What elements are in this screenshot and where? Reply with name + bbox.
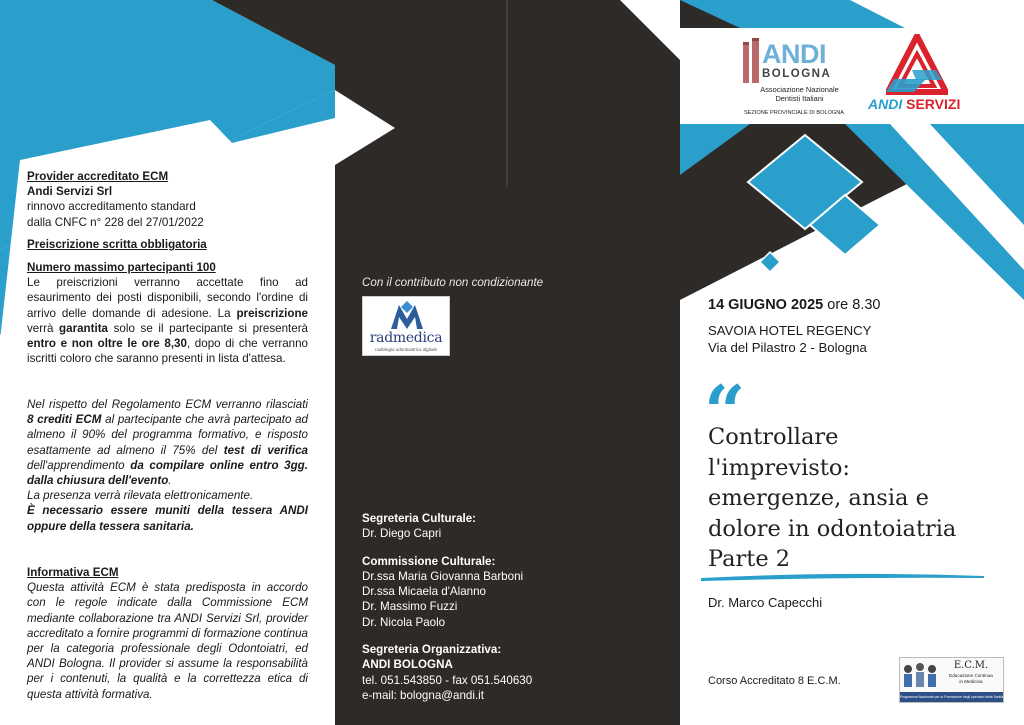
title-line: emergenze, ansia e: [708, 485, 929, 511]
provider-line1: rinnovo accreditamento standard: [27, 200, 196, 214]
right-panel: [680, 0, 1024, 725]
title-line: dolore in odontoiatria: [708, 515, 957, 542]
two-towers-icon: [740, 38, 762, 83]
org-name: ANDI BOLOGNA: [362, 658, 453, 672]
radmedica-logo-sub: radiologia odontoiatrica digitale: [374, 347, 438, 352]
org-heading: Segreteria Organizzativa:: [362, 643, 502, 657]
title-line: Parte 2: [708, 546, 791, 572]
ecm-figures-icon: [902, 661, 940, 689]
middle-panel: [335, 0, 680, 725]
event-time: ore 8.30: [827, 297, 881, 313]
ecm-bold-1: 8 crediti ECM: [27, 413, 102, 427]
ecm-text-4: .: [168, 474, 172, 488]
sponsor-label: Con il contributo non condizionante: [362, 276, 544, 289]
andi-bologna-logo: [740, 38, 845, 122]
ecm-logo-title: E.C.M.: [953, 660, 989, 671]
ecm-logo-sub1: Educazione Continua: [949, 673, 993, 678]
mid-white-top-right: [620, 0, 680, 60]
reg-text-4: , dopo di che verranno iscritti coloro che saranno presenti in lista d'attesa.: [27, 337, 308, 366]
andi-assoc-line2: Dentisti Italiani: [775, 94, 824, 103]
event-venue-block: [708, 322, 871, 356]
provider-heading: Provider accreditato ECM: [27, 170, 169, 183]
mid-white-left-wedge: [335, 90, 395, 165]
info-ecm-block: [27, 565, 308, 702]
provider-name: Andi Servizi Srl: [27, 185, 113, 199]
ecm-text-3: dell'apprendimento: [27, 458, 131, 472]
commission-member: Dr.ssa Micaela d'Alanno: [362, 585, 487, 599]
logo-header: [680, 28, 1024, 124]
ecm-text-2: al partecipante che avrà partecipato ad almeno il 90% del programma formativo, e risposto esattamente ad almeno il 75% del: [27, 413, 308, 457]
presence-note: La presenza verrà rilevata elettronicamente.: [27, 489, 254, 503]
reg-text-1: Le preiscrizioni verranno accettate fino ad esaurimento dei posti disponibili, secondo l'ordine di arrivo delle domande di adesione. La: [27, 276, 308, 320]
spacer: [362, 542, 662, 554]
radmedica-logo: [362, 296, 450, 356]
andi-logo-text: ANDI: [762, 39, 826, 69]
max-participants-heading: Numero massimo partecipanti 100: [27, 261, 216, 274]
commission-member: Dr. Massimo Fuzzi: [362, 600, 458, 614]
ecm-logo-sub2: in Medicina: [959, 679, 983, 684]
event-venue: SAVOIA HOTEL REGENCY: [708, 323, 872, 338]
servizi-logo-text: [868, 96, 968, 112]
ecm-logo-sub: [940, 673, 1002, 685]
andi-assoc: [752, 85, 847, 103]
andi-city: BOLOGNA: [762, 68, 832, 80]
org-phone: tel. 051.543850 - fax 051.540630: [362, 673, 533, 687]
info-text: Questa attività ECM è stata predisposta in accordo con le regole indicate dalla Commissione ECM mediante collaborazione tra ANDI Servizi Srl, provider accreditato a fornire programmi di formazione continua per la categoria professionale degli Odontoiatri, ed ANDI Bologna. Il provider si assume la responsabilità per i contenuti, la qualità e la correttezza etica di questa attività formativa.: [27, 581, 308, 701]
spacer: [362, 630, 662, 642]
commission-member: Dr.ssa Maria Giovanna Barboni: [362, 569, 524, 583]
provider-block: [27, 169, 308, 230]
reg-text-3: solo se il partecipante si presenterà: [108, 321, 309, 335]
quote-mark-icon: “: [704, 369, 746, 454]
servizi-logo-b: SERVIZI: [906, 96, 961, 112]
commission-heading: Commissione Culturale:: [362, 554, 496, 568]
radmedica-m-icon: [389, 301, 425, 331]
title-line: l'imprevisto:: [708, 454, 851, 481]
title-line: Controllare: [708, 424, 839, 450]
prescription-block: [27, 237, 308, 252]
radmedica-logo-text: radmedica: [369, 330, 443, 346]
servizi-logo-a: ANDI: [868, 96, 903, 112]
card-note: È necessario essere muniti della tessera ANDI oppure della tessera sanitaria.: [27, 504, 308, 533]
course-title: [708, 422, 1018, 575]
title-underline-swoosh: [700, 571, 986, 583]
left-panel: [0, 0, 335, 725]
ecm-text-1: Nel rispetto del Regolamento ECM verranno rilasciati: [27, 398, 308, 411]
andi-assoc-line1: Associazione Nazionale: [760, 85, 839, 94]
reg-bold-1: preiscrizione: [236, 306, 308, 320]
reg-bold-2: garantita: [59, 321, 109, 335]
servizi-triangle-icon: [886, 34, 948, 96]
provider-line2: dalla CNFC n° 228 del 27/01/2022: [27, 215, 204, 229]
reg-bold-3: entro e non oltre le ore 8,30: [27, 337, 187, 351]
secretariat-block: [362, 511, 662, 703]
commission-member: Dr. Nicola Paolo: [362, 615, 446, 629]
event-date: 14 GIUGNO 2025: [708, 297, 824, 313]
ecm-bold-2: test di verifica: [223, 443, 308, 457]
event-datetime: [708, 297, 881, 313]
ecm-bold-3: da compilare online entro 3gg. dalla chiusura dell'evento: [27, 458, 308, 488]
andi-section: SEZIONE PROVINCIALE DI BOLOGNA: [743, 110, 845, 116]
cultural-sec-heading: Segreteria Culturale:: [362, 512, 477, 525]
registration-block: [27, 260, 308, 366]
cultural-sec-name: Dr. Diego Capri: [362, 527, 442, 541]
ecm-logo: [899, 657, 1004, 703]
org-email[interactable]: e-mail: bologna@andi.it: [362, 688, 484, 702]
prescription-heading: Preiscrizione scritta obbligatoria: [27, 238, 207, 251]
info-heading: Informativa ECM: [27, 566, 119, 579]
ecm-credits-block: [27, 397, 308, 534]
event-address: Via del Pilastro 2 - Bologna: [708, 340, 867, 355]
ecm-logo-footer: Programma Nazionale per la Formazione degli operatori della Sanità: [900, 692, 1003, 702]
reg-text-2: verrà: [27, 321, 60, 335]
accredited-label: Corso Accreditato 8 E.C.M.: [708, 675, 841, 687]
andi-servizi-logo: [868, 34, 968, 118]
speaker: Dr. Marco Capecchi: [708, 595, 823, 610]
